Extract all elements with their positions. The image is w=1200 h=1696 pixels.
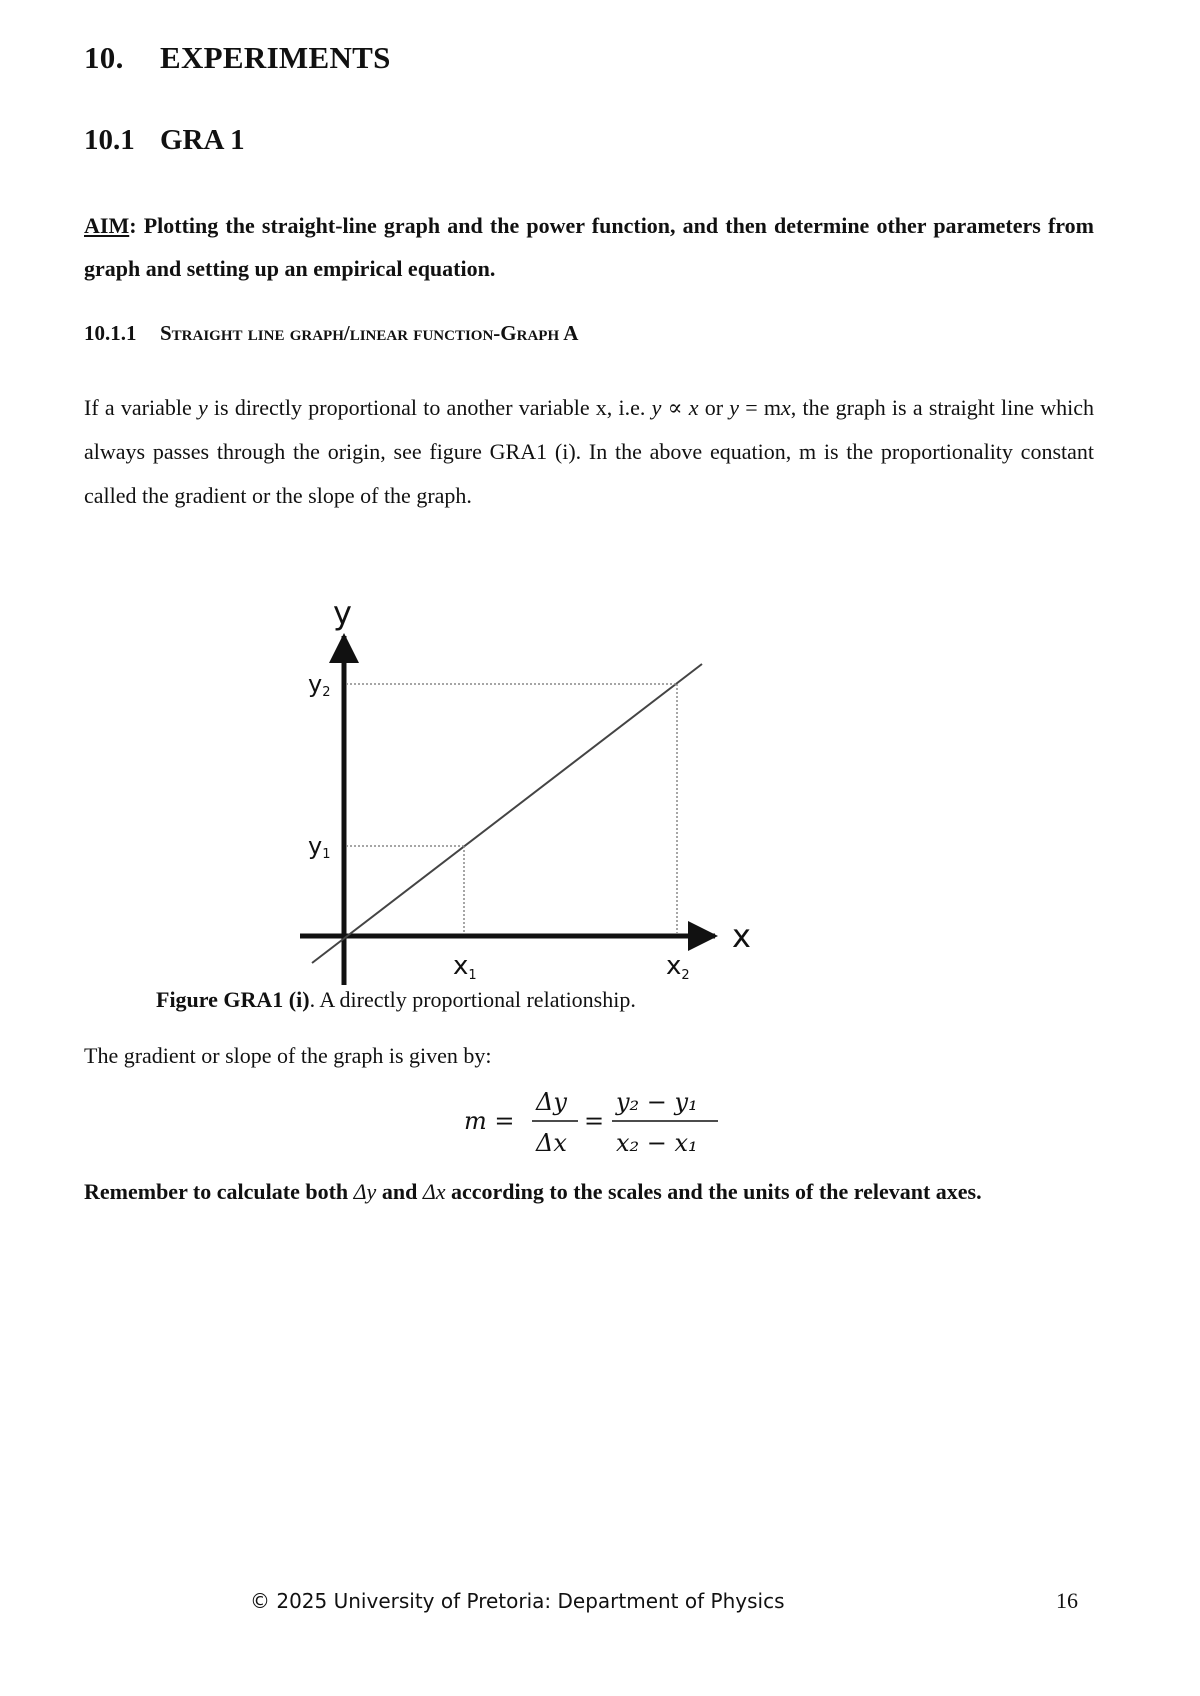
intro-var-y: y [197,395,208,420]
aim-paragraph [84,204,1094,290]
eq-den1: Δx [536,1129,567,1157]
intro-text-2: is directly proportional to another variable x, i.e. [207,395,652,420]
eq-num1: Δy [536,1088,567,1116]
subsubsection-number: 10.1.1 [84,321,137,345]
y1-label: y1 [308,832,331,862]
remember-note [84,1170,1094,1214]
intro-text-5: , the graph is a straight line which always passes through the origin, see figure GRA1 (i). In the above equation, m is the proportionality constant called the gradient or the slope of the graph. [84,395,1095,508]
page-number: 16 [1056,1588,1078,1613]
figure-caption-label: Figure GRA1 (i) [156,987,310,1012]
proportional-line [312,664,702,963]
eq-num2: y₂ − y₁ [616,1088,698,1116]
intro-prop-expr: y ∝ x [651,395,699,420]
remember-text-3: according to the scales and the units of the relevant axes. [445,1179,982,1204]
subsection-heading [84,124,245,157]
subsection-title: GRA 1 [160,124,245,156]
gradient-equation [460,1075,760,1165]
eq-den2: x₂ − x₁ [616,1129,698,1157]
subsection-number: 10.1 [84,124,135,156]
intro-eq-y: y [729,395,740,420]
y-axis-label: y [333,594,352,632]
intro-eq-x: x [781,395,791,420]
x-axis-label: x [732,917,751,955]
intro-paragraph [84,386,1094,518]
remember-dx: Δx [422,1179,446,1204]
footer-copyright: © 2025 University of Pretoria: Department of Physics [250,1589,785,1613]
subsubsection-heading [84,321,578,346]
remember-text-2: and [376,1179,423,1204]
intro-text-4: = m [739,395,782,420]
eq-equals: = [584,1107,605,1135]
section-number: 10. [84,40,124,75]
section-title: EXPERIMENTS [160,40,391,75]
x2-label: x2 [666,951,690,983]
intro-text-1: If a variable [84,395,198,420]
intro-text-3: or [698,395,730,420]
figure-caption-text: . A directly proportional relationship. [309,987,636,1012]
proportional-graph [290,590,770,990]
figure-caption [156,987,636,1013]
eq-lhs: m = [464,1107,515,1135]
section-heading [84,40,391,76]
x1-label: x1 [453,951,477,983]
aim-text: : Plotting the straight-line graph and the power function, and then determine other parameters from graph and setting up an empirical equation. [84,213,1094,281]
y2-label: y2 [308,670,331,700]
aim-label: AIM [84,213,130,238]
subsubsection-title: Straight line graph/linear function-Graph A [160,321,579,345]
remember-text-1: Remember to calculate both [84,1179,354,1204]
gradient-intro: The gradient or slope of the graph is given by: [84,1043,492,1068]
remember-dy: Δy [353,1179,377,1204]
